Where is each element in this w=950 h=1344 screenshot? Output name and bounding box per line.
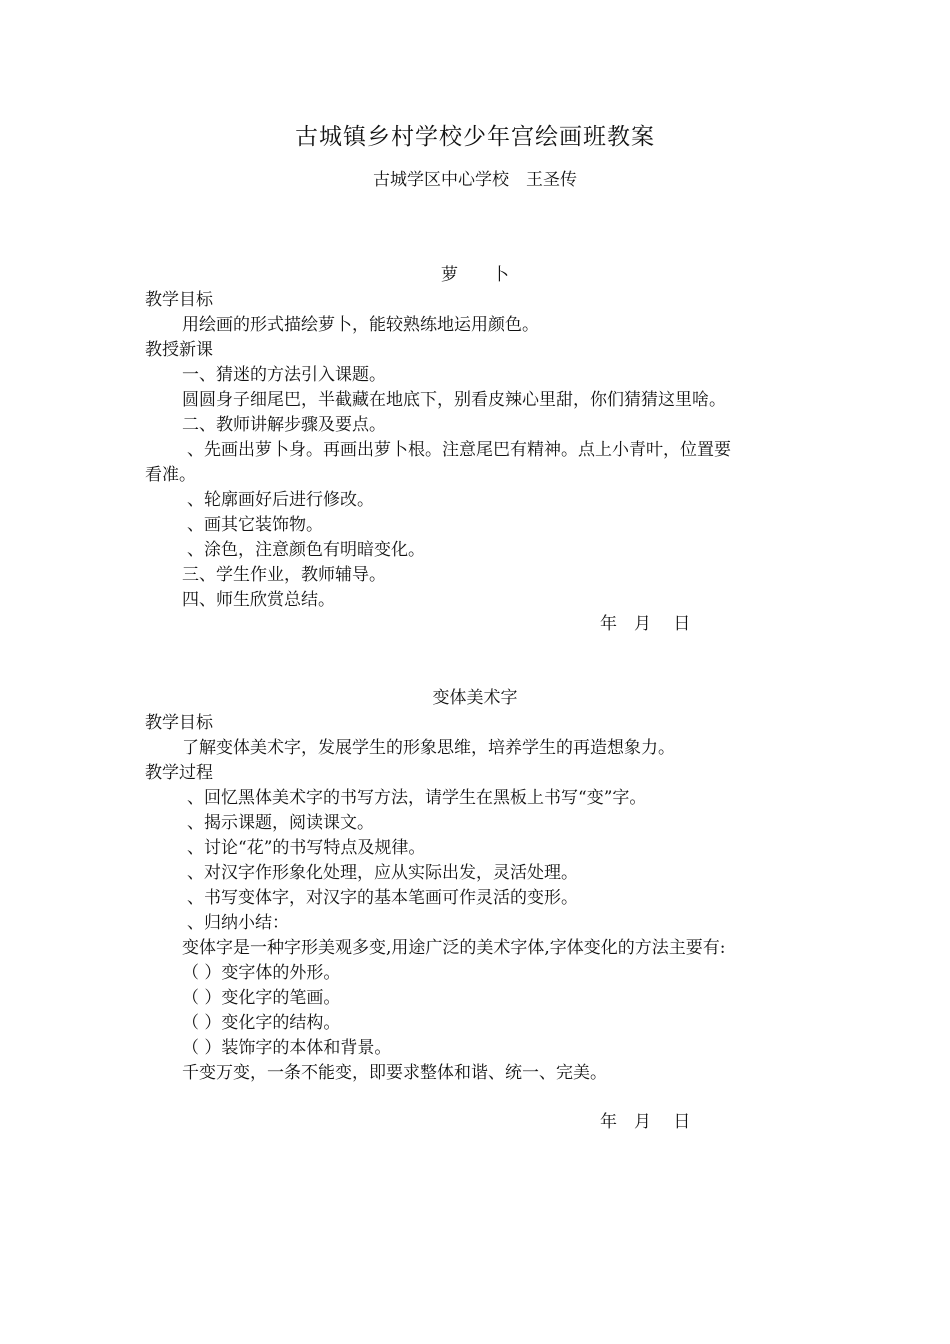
lesson2-method-1: （ ）变字体的外形。: [182, 963, 341, 983]
lesson1-step-1: 一、猜迷的方法引入课题。: [182, 365, 386, 385]
lesson2-date: 年 月 日: [600, 1112, 691, 1132]
lesson1-goal-heading: 教学目标: [145, 290, 213, 310]
lesson2-process-5: 、书写变体字，对汉字的基本笔画可作灵活的变形。: [187, 888, 578, 908]
lesson2-method-4: （ ）装饰字的本体和背景。: [182, 1038, 392, 1058]
lesson1-title: 萝 卜: [441, 265, 509, 285]
lesson2-closing: 千变万变，一条不能变，即要求整体和谐、统一、完美。: [182, 1063, 607, 1083]
lesson1-step-4: 四、师生欣赏总结。: [182, 590, 335, 610]
lesson1-substep-a-cont: 看准。: [145, 465, 196, 485]
lesson2-process-3: 、讨论“花”的书写特点及规律。: [187, 838, 426, 858]
lesson2-title: 变体美术字: [432, 688, 518, 708]
lesson2-goal-heading: 教学目标: [145, 713, 213, 733]
lesson1-substep-c: 、画其它装饰物。: [187, 515, 323, 535]
lesson1-new-heading: 教授新课: [145, 340, 213, 360]
lesson1-substep-d: 、涂色，注意颜色有明暗变化。: [187, 540, 425, 560]
document-title: 古城镇乡村学校少年宫绘画班教案: [295, 124, 655, 150]
document-subtitle: 古城学区中心学校 王圣传: [373, 170, 577, 190]
lesson1-riddle: 圆圆身子细尾巴，半截藏在地底下，别看皮辣心里甜，你们猜猜这里啥。: [182, 390, 726, 410]
lesson2-process-2: 、揭示课题，阅读课文。: [187, 813, 374, 833]
lesson2-process-1: 、回忆黑体美术字的书写方法，请学生在黑板上书写“变”字。: [187, 788, 647, 808]
lesson2-method-3: （ ）变化字的结构。: [182, 1013, 341, 1033]
lesson2-goal-text: 了解变体美术字，发展学生的形象思维，培养学生的再造想象力。: [182, 738, 675, 758]
lesson2-summary: 变体字是一种字形美观多变,用途广泛的美术字体,字体变化的方法主要有:: [182, 938, 726, 958]
lesson2-method-2: （ ）变化字的笔画。: [182, 988, 341, 1008]
lesson1-step-2: 二、教师讲解步骤及要点。: [182, 415, 386, 435]
lesson2-process-4: 、对汉字作形象化处理，应从实际出发，灵活处理。: [187, 863, 578, 883]
lesson1-goal-text: 用绘画的形式描绘萝卜，能较熟练地运用颜色。: [182, 315, 539, 335]
lesson1-substep-a: 、先画出萝卜身。再画出萝卜根。注意尾巴有精神。点上小青叶，位置要: [187, 440, 731, 460]
lesson1-substep-b: 、轮廓画好后进行修改。: [187, 490, 374, 510]
lesson2-process-6: 、归纳小结：: [187, 913, 289, 933]
lesson2-process-heading: 教学过程: [145, 763, 213, 783]
lesson1-step-3: 三、学生作业，教师辅导。: [182, 565, 386, 585]
lesson1-date: 年 月 日: [600, 614, 691, 634]
